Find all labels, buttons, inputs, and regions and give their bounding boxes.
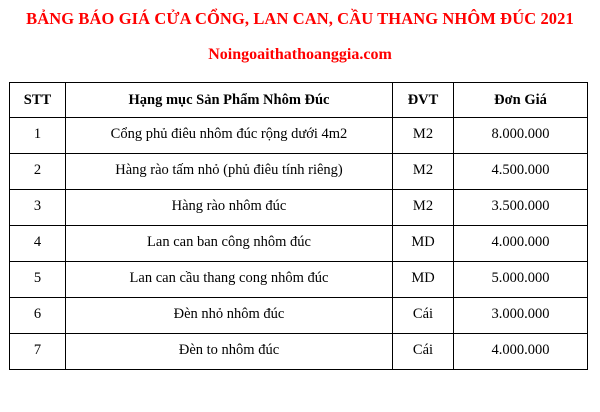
table-row: [10, 298, 588, 334]
product-name: Cổng phủ điêu nhôm đúc rộng dưới 4m2: [66, 118, 393, 154]
table-row: [10, 154, 588, 190]
unit: M2: [393, 154, 454, 190]
unit-price: 3.500.000: [454, 190, 588, 226]
table-row: [10, 118, 588, 154]
row-number: 4: [10, 226, 66, 262]
unit: M2: [393, 190, 454, 226]
table-row: [10, 190, 588, 226]
unit: M2: [393, 118, 454, 154]
unit-price: 8.000.000: [454, 118, 588, 154]
unit-price: 4.000.000: [454, 226, 588, 262]
row-number: 1: [10, 118, 66, 154]
product-name: Đèn to nhôm đúc: [66, 334, 393, 370]
table-row: [10, 226, 588, 262]
unit: Cái: [393, 298, 454, 334]
unit-price: 3.000.000: [454, 298, 588, 334]
unit: MD: [393, 226, 454, 262]
table-row: [10, 262, 588, 298]
column-header-price: Đơn Giá: [454, 83, 588, 118]
column-header-unit: ĐVT: [393, 83, 454, 118]
table-body: [10, 118, 588, 370]
unit-price: 4.000.000: [454, 334, 588, 370]
header-row: [10, 83, 588, 118]
unit-price: 5.000.000: [454, 262, 588, 298]
product-name: Đèn nhỏ nhôm đúc: [66, 298, 393, 334]
product-name: Lan can cầu thang cong nhôm đúc: [66, 262, 393, 298]
document-title: BẢNG BÁO GIÁ CỬA CỔNG, LAN CAN, CẦU THANG NHÔM ĐÚC 2021: [26, 9, 574, 28]
row-number: 2: [10, 154, 66, 190]
product-name: Hàng rào tấm nhỏ (phủ điêu tính riêng): [66, 154, 393, 190]
column-header-product: Hạng mục Sản Phẩm Nhôm Đúc: [66, 83, 393, 118]
row-number: 5: [10, 262, 66, 298]
row-number: 3: [10, 190, 66, 226]
website-name: Noingoaithathoanggia.com: [208, 46, 392, 63]
unit: MD: [393, 262, 454, 298]
unit: Cái: [393, 334, 454, 370]
product-name: Hàng rào nhôm đúc: [66, 190, 393, 226]
price-table: [9, 82, 588, 370]
row-number: 7: [10, 334, 66, 370]
unit-price: 4.500.000: [454, 154, 588, 190]
table-header: [10, 83, 588, 118]
product-name: Lan can ban công nhôm đúc: [66, 226, 393, 262]
column-header-stt: STT: [10, 83, 66, 118]
row-number: 6: [10, 298, 66, 334]
table-row: [10, 334, 588, 370]
